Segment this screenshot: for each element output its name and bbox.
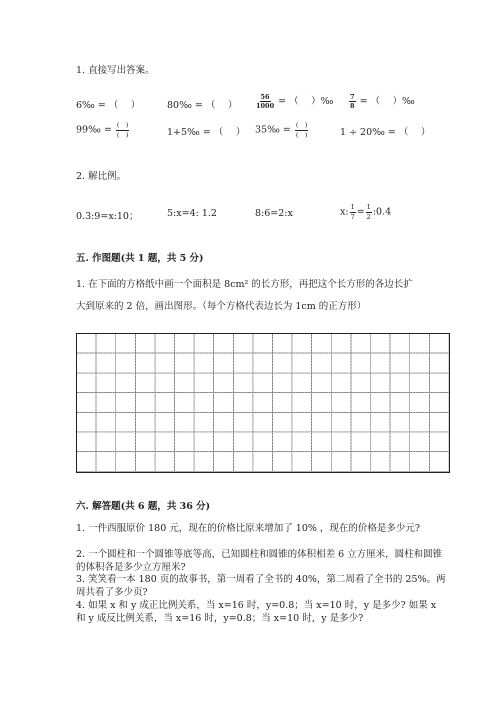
- proportion-item: 5:x=4: 1.2: [167, 208, 217, 219]
- word-problem: 1. 一件西服原价 180 元，现在的价格比原来增加了 10% ，现在的价格是多少元?: [76, 523, 421, 534]
- word-problem: 4. 如果 x 和 y 成正比例关系，当 x=16 时，y=0.8；当 x=10 时，y 是多少? 如果 x 和 y 成反比例关系，当 x=16 时，y=0.8；当 x=10 时，y 是多少?: [76, 600, 437, 624]
- answer-text: = （ ）‰: [278, 96, 334, 107]
- question-2-title: 2. 解比例。: [76, 171, 127, 182]
- fraction: $\frac{56}{1000}$: [256, 92, 275, 110]
- section-6-heading: 六. 解答题(共 6 题，共 36 分): [76, 501, 211, 512]
- proportion-text: x:: [340, 206, 349, 218]
- drawing-question-line: 大到原来的 2 倍，画出图形。（每个方格代表边长为 1cm 的正方形）: [76, 301, 367, 312]
- section-5-heading: 五. 作图题(共 1 题，共 5 分): [76, 253, 204, 264]
- word-problem: 2. 一个圆柱和一个圆锥等底等高，已知圆柱和圆锥的体积相差 6 立方厘米，圆柱和圆锥的体积各是多少立方厘米?: [76, 549, 443, 573]
- answer-item: [255, 122, 309, 138]
- answer-item: 80‰ = （ ）: [167, 100, 238, 111]
- proportion-text: :0.4: [372, 206, 392, 218]
- answer-text: 35‰ =: [255, 124, 291, 136]
- answer-item: [76, 122, 130, 138]
- graph-paper-grid: [76, 333, 450, 473]
- grid-dash-overlay: [77, 334, 449, 472]
- fraction: $\frac{( )}{( )}$: [295, 121, 308, 139]
- answer-item: 6‰ = （ ）: [76, 100, 141, 111]
- answer-item: 1 ÷ 20‰ = （ ）: [340, 127, 431, 138]
- proportion-item: [340, 204, 391, 220]
- answer-item: [255, 93, 333, 110]
- drawing-question-line: 1. 在下面的方格纸中画一个面积是 8cm² 的长方形，再把这个长方形的各边长扩: [76, 279, 413, 290]
- fraction: $\frac{1}{7}$: [350, 203, 355, 221]
- fraction: $\frac{1}{2}$: [366, 203, 371, 221]
- proportion-text: =: [356, 206, 365, 218]
- answer-text: 99‰ =: [76, 124, 112, 136]
- answer-text: = （ ）‰: [359, 96, 415, 107]
- fraction: $\frac{( )}{( )}$: [116, 121, 129, 139]
- answer-item: 1+5‰ = （ ）: [167, 127, 246, 138]
- word-problem: 3. 笑笑看一本 180 页的故事书，第一周看了全书的 40%，第二周看了全书的 25%。两周共看了多少页?: [76, 574, 446, 598]
- answer-item: [348, 93, 415, 110]
- question-1-title: 1. 直接写出答案。: [76, 65, 155, 76]
- proportion-item: 8:6=2:x: [255, 208, 293, 219]
- proportion-item: 0.3:9=x:10；: [76, 211, 139, 222]
- fraction: $\frac{7}{8}$: [350, 92, 355, 110]
